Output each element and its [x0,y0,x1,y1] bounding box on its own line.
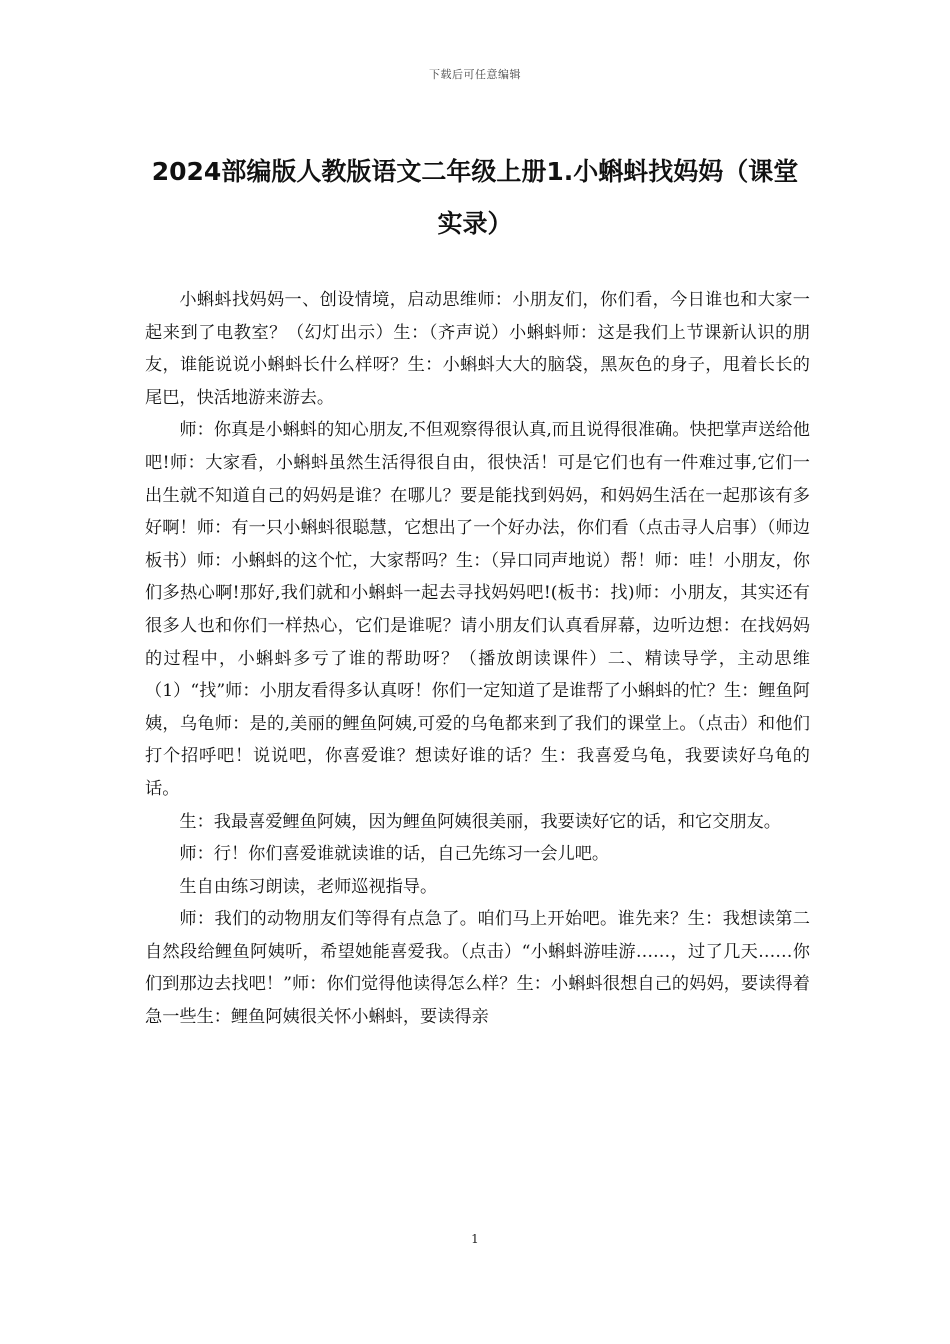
paragraph: 师：你真是小蝌蚪的知心朋友,不但观察得很认真,而且说得很准确。快把掌声送给他吧!师：大家看，小蝌蚪虽然生活得很自由，很快活！可是它们也有一件难过事,它们一出生就不知道自己的妈妈是谁？在哪儿？要是能找到妈妈，和妈妈生活在一起那该有多好啊！师：有一只小蝌蚪很聪慧，它想出了一个好办法，你们看（点击寻人启事）（师边板书）师：小蝌蚪的这个忙，大家帮吗？生：（异口同声地说）帮！师：哇！小朋友，你们多热心啊!那好,我们就和小蝌蚪一起去寻找妈妈吧!(板书：找)师：小朋友，其实还有很多人也和你们一样热心，它们是谁呢？请小朋友们认真看屏幕，边听边想：在找妈妈的过程中，小蝌蚪多亏了谁的帮助呀？（播放朗读课件）二、精读导学，主动思维（1）“找”师：小朋友看得多认真呀！你们一定知道了是谁帮了小蝌蚪的忙？生：鲤鱼阿姨，乌龟师：是的,美丽的鲤鱼阿姨,可爱的乌龟都来到了我们的课堂上。（点击）和他们打个招呼吧！说说吧，你喜爱谁？想读好谁的话？生：我喜爱乌龟，我要读好乌龟的话。 [145,420,810,799]
page-header: 下载后可任意编辑 [429,68,521,81]
paragraph: 师：我们的动物朋友们等得有点急了。咱们马上开始吧。谁先来？生：我想读第二自然段给鲤鱼阿姨听，希望她能喜爱我。（点击）“小蝌蚪游哇游……，过了几天……你们到那边去找吧！”师：你们觉得他读得怎么样？生：小蝌蚪很想自己的妈妈，要读得着急一些生：鲤鱼阿姨很关怀小蝌蚪，要读得亲 [145,909,810,1028]
paragraph: 生：我最喜爱鲤鱼阿姨，因为鲤鱼阿姨很美丽，我要读好它的话，和它交朋友。 [179,811,781,832]
paragraph: 小蝌蚪找妈妈一、创设情境，启动思维师：小朋友们，你们看，今日谁也和大家一起来到了电教室？（幻灯出示）生：（齐声说）小蝌蚪师：这是我们上节课新认识的朋友，谁能说说小蝌蚪长什么样呀？生：小蝌蚪大大的脑袋，黑灰色的身子，甩着长长的尾巴，快活地游来游去。 [145,290,810,408]
paragraph: 师：行！你们喜爱谁就读谁的话，自己先练习一会儿吧。 [179,844,610,865]
document-title: 2024部编版人教版语文二年级上册1.小蝌蚪找妈妈（课堂实录） [151,157,799,238]
page-number: 1 [471,1232,479,1246]
paragraph: 生自由练习朗读，老师巡视指导。 [179,876,438,897]
document-body [145,284,810,1034]
